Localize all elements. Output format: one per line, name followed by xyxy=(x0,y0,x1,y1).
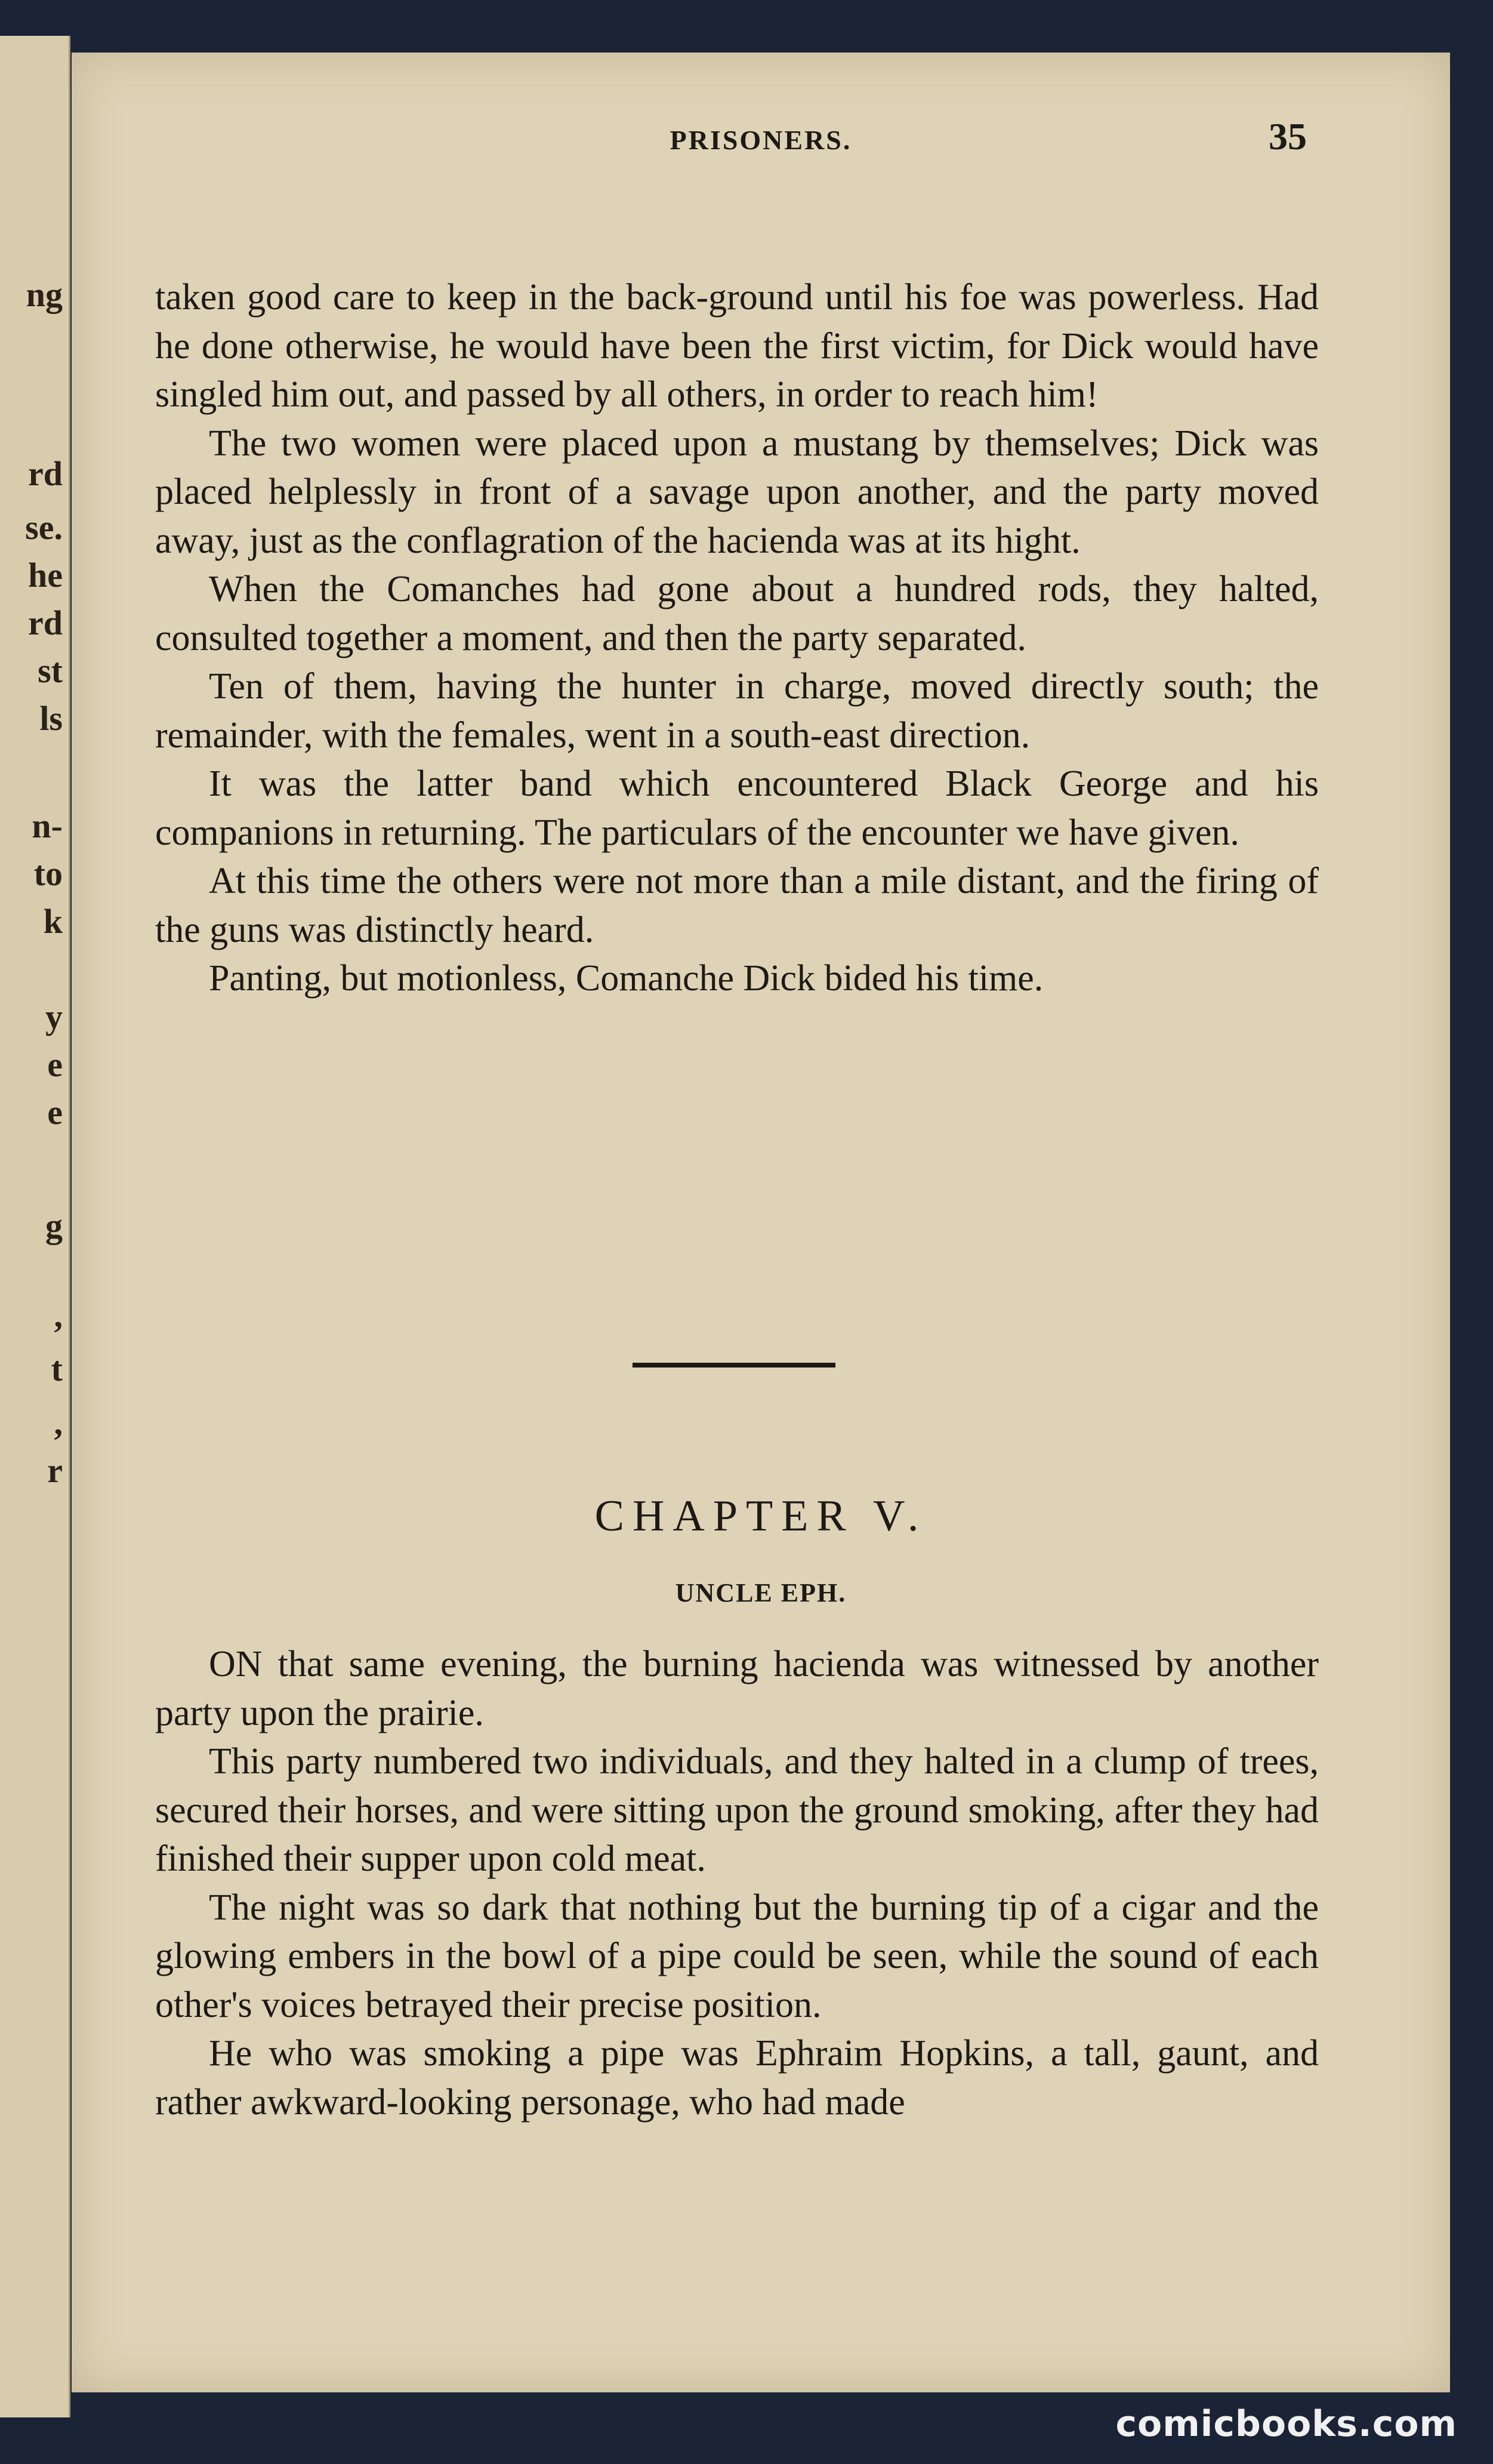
running-head: PRISONERS. xyxy=(670,125,852,155)
book-page xyxy=(72,53,1450,2392)
paragraph: Ten of them, having the hunter in charge, moved directly south; the remainder, with the females, went in a south-east direction. xyxy=(155,666,1319,756)
spine-fragment: se. xyxy=(25,508,63,547)
body-text-section-2 xyxy=(155,1640,1319,2127)
paragraph: At this time the others were not more than a mile distant, and the firing of the guns was distinctly heard. xyxy=(155,861,1319,950)
body-text-section-1 xyxy=(155,273,1319,1003)
paragraph: It was the latter band which encountered Black George and his companions in returning. The particulars of the encounter we have given. xyxy=(155,763,1319,853)
spine-fragment: t xyxy=(51,1350,63,1388)
page-header xyxy=(72,115,1450,172)
facing-page-edge xyxy=(0,36,70,2417)
chapter-subtitle: UNCLE EPH. xyxy=(675,1578,847,1607)
spine-fragment: y xyxy=(45,997,63,1036)
spine-fragment: e xyxy=(47,1093,63,1132)
spine-fragment: ls xyxy=(39,699,63,738)
spine-fragment: e xyxy=(47,1045,63,1084)
spine-fragment: g xyxy=(45,1206,63,1245)
section-divider xyxy=(633,1363,835,1367)
spine-fragment: n- xyxy=(32,806,63,845)
chapter-title: CHAPTER V. xyxy=(594,1492,927,1541)
paragraph: ON that same evening, the burning hacienda was witnessed by another party upon the prairie. xyxy=(155,1644,1319,1733)
spine-fragment: , xyxy=(54,1403,63,1442)
paragraph: Panting, but motionless, Comanche Dick bided his time. xyxy=(209,958,1044,999)
spine-fragment: rd xyxy=(28,454,63,493)
spine-fragment: r xyxy=(47,1451,63,1490)
spine-fragment: ng xyxy=(26,275,63,314)
paragraph: The two women were placed upon a mustang by themselves; Dick was placed helplessly in front of a savage upon another, and the party moved away, just as the conflagration of the hacienda was at its hight. xyxy=(155,423,1319,561)
spine-fragment: he xyxy=(28,556,63,595)
spine-fragment: to xyxy=(33,854,63,893)
paragraph: This party numbered two individuals, and they halted in a clump of trees, secured their horses, and were sitting upon the ground smoking, after they had finished their supper upon cold meat. xyxy=(155,1741,1319,1879)
spine-fragment: st xyxy=(38,651,63,690)
paragraph: When the Comanches had gone about a hundred rods, they halted, consulted together a moment, and then the party separated. xyxy=(155,569,1319,658)
paragraph: He who was smoking a pipe was Ephraim Hopkins, a tall, gaunt, and rather awkward-looking personage, who had made xyxy=(155,2033,1319,2123)
spine-fragment: rd xyxy=(28,603,63,642)
paragraph: The night was so dark that nothing but the burning tip of a cigar and the glowing embers in the bowl of a pipe could be seen, while the sound of each other's voices betrayed their precise position. xyxy=(155,1887,1319,2025)
paragraph: taken good care to keep in the back-ground until his foe was powerless. Had he done otherwise, he would have been the first victim, for Dick would have singled him out, and passed by all others, in order to reach him! xyxy=(155,277,1319,415)
spine-fragment: , xyxy=(54,1296,63,1335)
watermark: comicbooks.com xyxy=(1115,2403,1457,2445)
spine-fragment: k xyxy=(43,902,63,941)
page-number: 35 xyxy=(1269,115,1307,158)
